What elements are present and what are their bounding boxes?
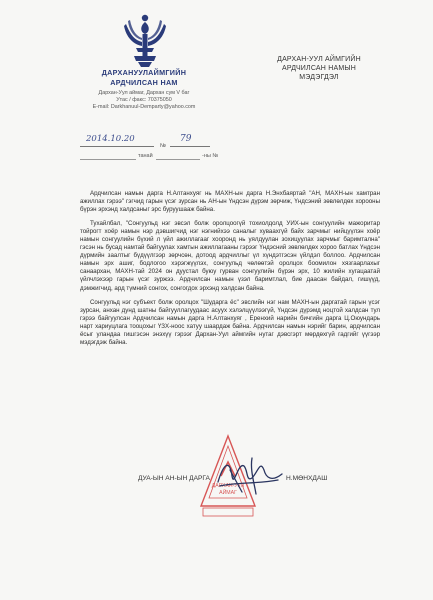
letter-body bbox=[80, 190, 380, 353]
organization-title bbox=[60, 68, 228, 87]
recipient-line3: МЭДЭГДЭЛ bbox=[299, 74, 339, 81]
recipient-line2: АРДЧИЛСАН НАМЫН bbox=[281, 65, 357, 72]
stamp-text-top: ДАРХАН-УУЛ bbox=[211, 483, 245, 489]
stamp-text-bottom: АЙМАГ bbox=[219, 490, 237, 496]
recipient-block bbox=[264, 55, 374, 82]
number-underline bbox=[170, 146, 210, 147]
body-paragraph-3: Сонгуульд нэг субъект болж оролцох "Шударга ёс" эвслийн нэг нам МАХН-ын даргатай гарын үсэг зурсан, анхан дунд шатны байгууллагуудаас асуух хэлэлцүүлээгүй, Үндсэн дүрэмд ноцтой халдсан тул гэрээ байгуулсан Ардчилсан намын дарга Н.Алтанхуяг , Еренхий нарийн бичгийн дарга Ц.Оюундарь нарт хариуцлага тооцохыг ҮЗХ-ноос хатуу шаардаж байна. Ардчилсан намын нэрийг барин, ардчилсан ёсыг уландаа гишгэсэн энэхүү гэрээг Дархан-Уул аймгийн нутаг дэвсгэрт мөрдөхгүй гадгийг үүгээр мэдэгдэж байна. bbox=[80, 298, 380, 346]
reference-label: танай bbox=[138, 153, 153, 159]
date-number-line bbox=[80, 134, 230, 154]
reference-number-blank bbox=[156, 153, 200, 160]
organization-phone: Утас / факс: 70375050 bbox=[116, 97, 172, 104]
handwritten-number: 79 bbox=[180, 134, 192, 144]
organization-address: Дархан-Уул аймаг, Дархан сум V баг bbox=[98, 90, 190, 96]
organization-title-line1: ДАРХАНУУЛАЙМГИЙН bbox=[101, 68, 187, 77]
reference-date-blank bbox=[80, 153, 136, 160]
handwritten-signature bbox=[212, 452, 288, 500]
number-label: № bbox=[160, 143, 166, 149]
organization-title-line2: АРДЧИЛСАН НАМ bbox=[110, 77, 178, 87]
body-paragraph-1: Ардчилсан намын дарга Н.Алтанхуяг нь МАХН-ын дарга Н.Энхбаяртай "АН, МАХН-ын хамтран ажиллах гэрээ" гэгчид гарын үсэг зурсан нь АН-ын Үндсэн дүрэм зөрчиж, Үндсэний зөвлөлдөх хорооны бүрэн эрхэнд халдсаныг эрс буруушааж байна. bbox=[80, 190, 380, 214]
body-paragraph-2: Тухайлбал, "Сонгуульд нэг эвсэл болж оролцоогүй тохиолдолд УИХ-ын сонгуулийн мажоритар тойрогт хоёр намын нэр дэвшигчид нэг нэгнийхээ саналыг хуваахгүй байх зарчмыг нийцүүлэн хоёр намын сонгуулийн бүхий л үйл ажиллагааг хооронд нь уялдуулан зохицуулах зарчмыг баримтална" гэсэн нь бусад намтай байгуулах хамтын ажиллагааны гэрээг Үндэсний зөвлөлдөх хороо батлах Үндсэн дүрмийн заалтыг бүдүүлгээр зөрчсөн, дотоод ардчиллыг үл хүндэтгэсэн үйлдэл боллоо. Ардчилсан намын эрх ашиг, бодлогоо хэрэгжүүлэх, сонгуульд чөлөөтэй оролцох боомилон хязгаарлахыг санаархан, МАХН-тай 2024 он дуустал буюу гурван сонгуулийн бүрэн эрх, 10 жилийн хугацаатай үйлчлэхээр гарын үсэг зуржээ. Ардчилсан намын үзэл баримтлал, бие даасан байдал, гишүүд, дэмжигчид, ард түмний сонгох, сонгогдох эрхэнд халдсан байна. bbox=[80, 220, 380, 292]
reference-number-label: -ны № bbox=[202, 153, 219, 159]
handwritten-date: 2014.10.20 bbox=[86, 134, 135, 144]
recipient-line1: ДАРХАН-УУЛ АЙМГИЙН bbox=[277, 56, 361, 63]
signatory-name: Н.МӨНХДАШ bbox=[286, 475, 328, 482]
date-underline bbox=[80, 146, 154, 147]
organization-contact bbox=[60, 90, 228, 112]
organization-email: E-mail: Darkhanuul-Demparty@yahoo.com bbox=[92, 104, 196, 111]
signatory-title: ДУА-ЫН АН-ЫН ДАРГА bbox=[138, 475, 210, 482]
soyombo-emblem-icon bbox=[120, 12, 170, 68]
